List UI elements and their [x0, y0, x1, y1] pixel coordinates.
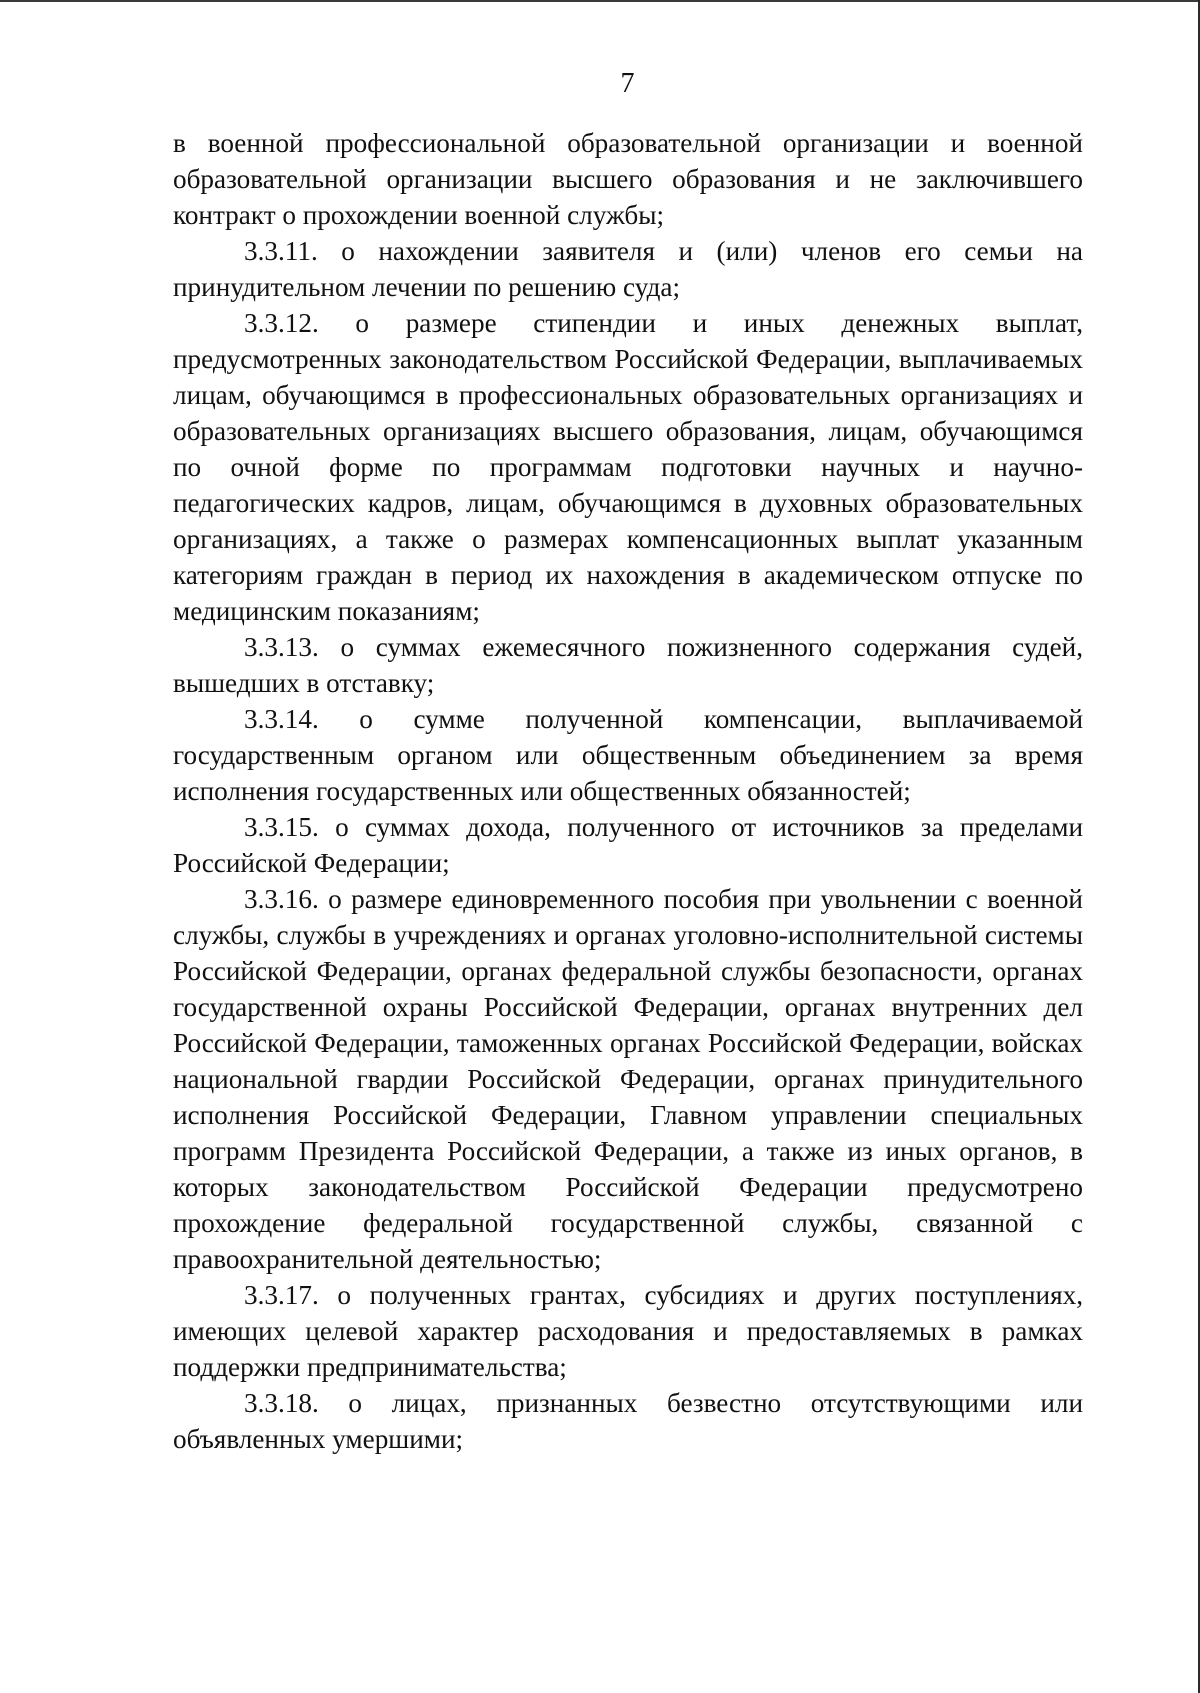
paragraph-3-3-15: 3.3.15. о суммах дохода, полученного от источников за пределами Российской Федерации; — [173, 812, 1083, 878]
paragraph-3-3-14: 3.3.14. о сумме полученной компенсации, выплачиваемой государственным органом или общественным объединением за время исполнения государственных или общественных обязанностей; — [173, 704, 1083, 806]
scan-edge-top — [0, 0, 1200, 2]
paragraph-3-3-12: 3.3.12. о размере стипендии и иных денежных выплат, предусмотренных законодательством Российской Федерации, выплачиваемых лицам, обучающимся в профессиональных образовательных организациях и образовательных организациях высшего образования, лицам, обучающимся по очной форме по программам подготовки научных и научно-педагогических кадров, лицам, обучающимся в духовных образовательных организациях, а также о размерах компенсационных выплат указанным категориям граждан в период их нахождения в академическом отпуске по медицинским показаниям; — [173, 308, 1083, 626]
page-number: 7 — [620, 68, 635, 99]
paragraph-3-3-13: 3.3.13. о суммах ежемесячного пожизненного содержания судей, вышедших в отставку; — [173, 632, 1083, 698]
paragraph-3-3-18: 3.3.18. о лицах, признанных безвестно отсутствующими или объявленных умершими; — [173, 1388, 1083, 1454]
paragraph-3-3-17: 3.3.17. о полученных грантах, субсидиях и других поступлениях, имеющих целевой характер расходования и предоставляемых в рамках поддержки предпринимательства; — [173, 1280, 1083, 1382]
paragraph-3-3-11: 3.3.11. о нахождении заявителя и (или) членов его семьи на принудительном лечении по решению суда; — [173, 236, 1083, 302]
document-body — [173, 125, 1083, 1457]
paragraph-3-3-16: 3.3.16. о размере единовременного пособия при увольнении с военной службы, службы в учреждениях и органах уголовно-исполнительной системы Российской Федерации, органах федеральной службы безопасности, органах государственной охраны Российской Федерации, органах внутренних дел Российской Федерации, таможенных органах Российской Федерации, войсках национальной гвардии Российской Федерации, органах принудительного исполнения Российской Федерации, Главном управлении специальных программ Президента Российской Федерации, а также из иных органов, в которых законодательством Российской Федерации предусмотрено прохождение федеральной государственной службы, связанной с правоохранительной деятельностью; — [173, 884, 1083, 1274]
paragraph-continuation: в военной профессиональной образовательной организации и военной образовательной организации высшего образования и не заключившего контракт о прохождении военной службы; — [173, 128, 1083, 230]
